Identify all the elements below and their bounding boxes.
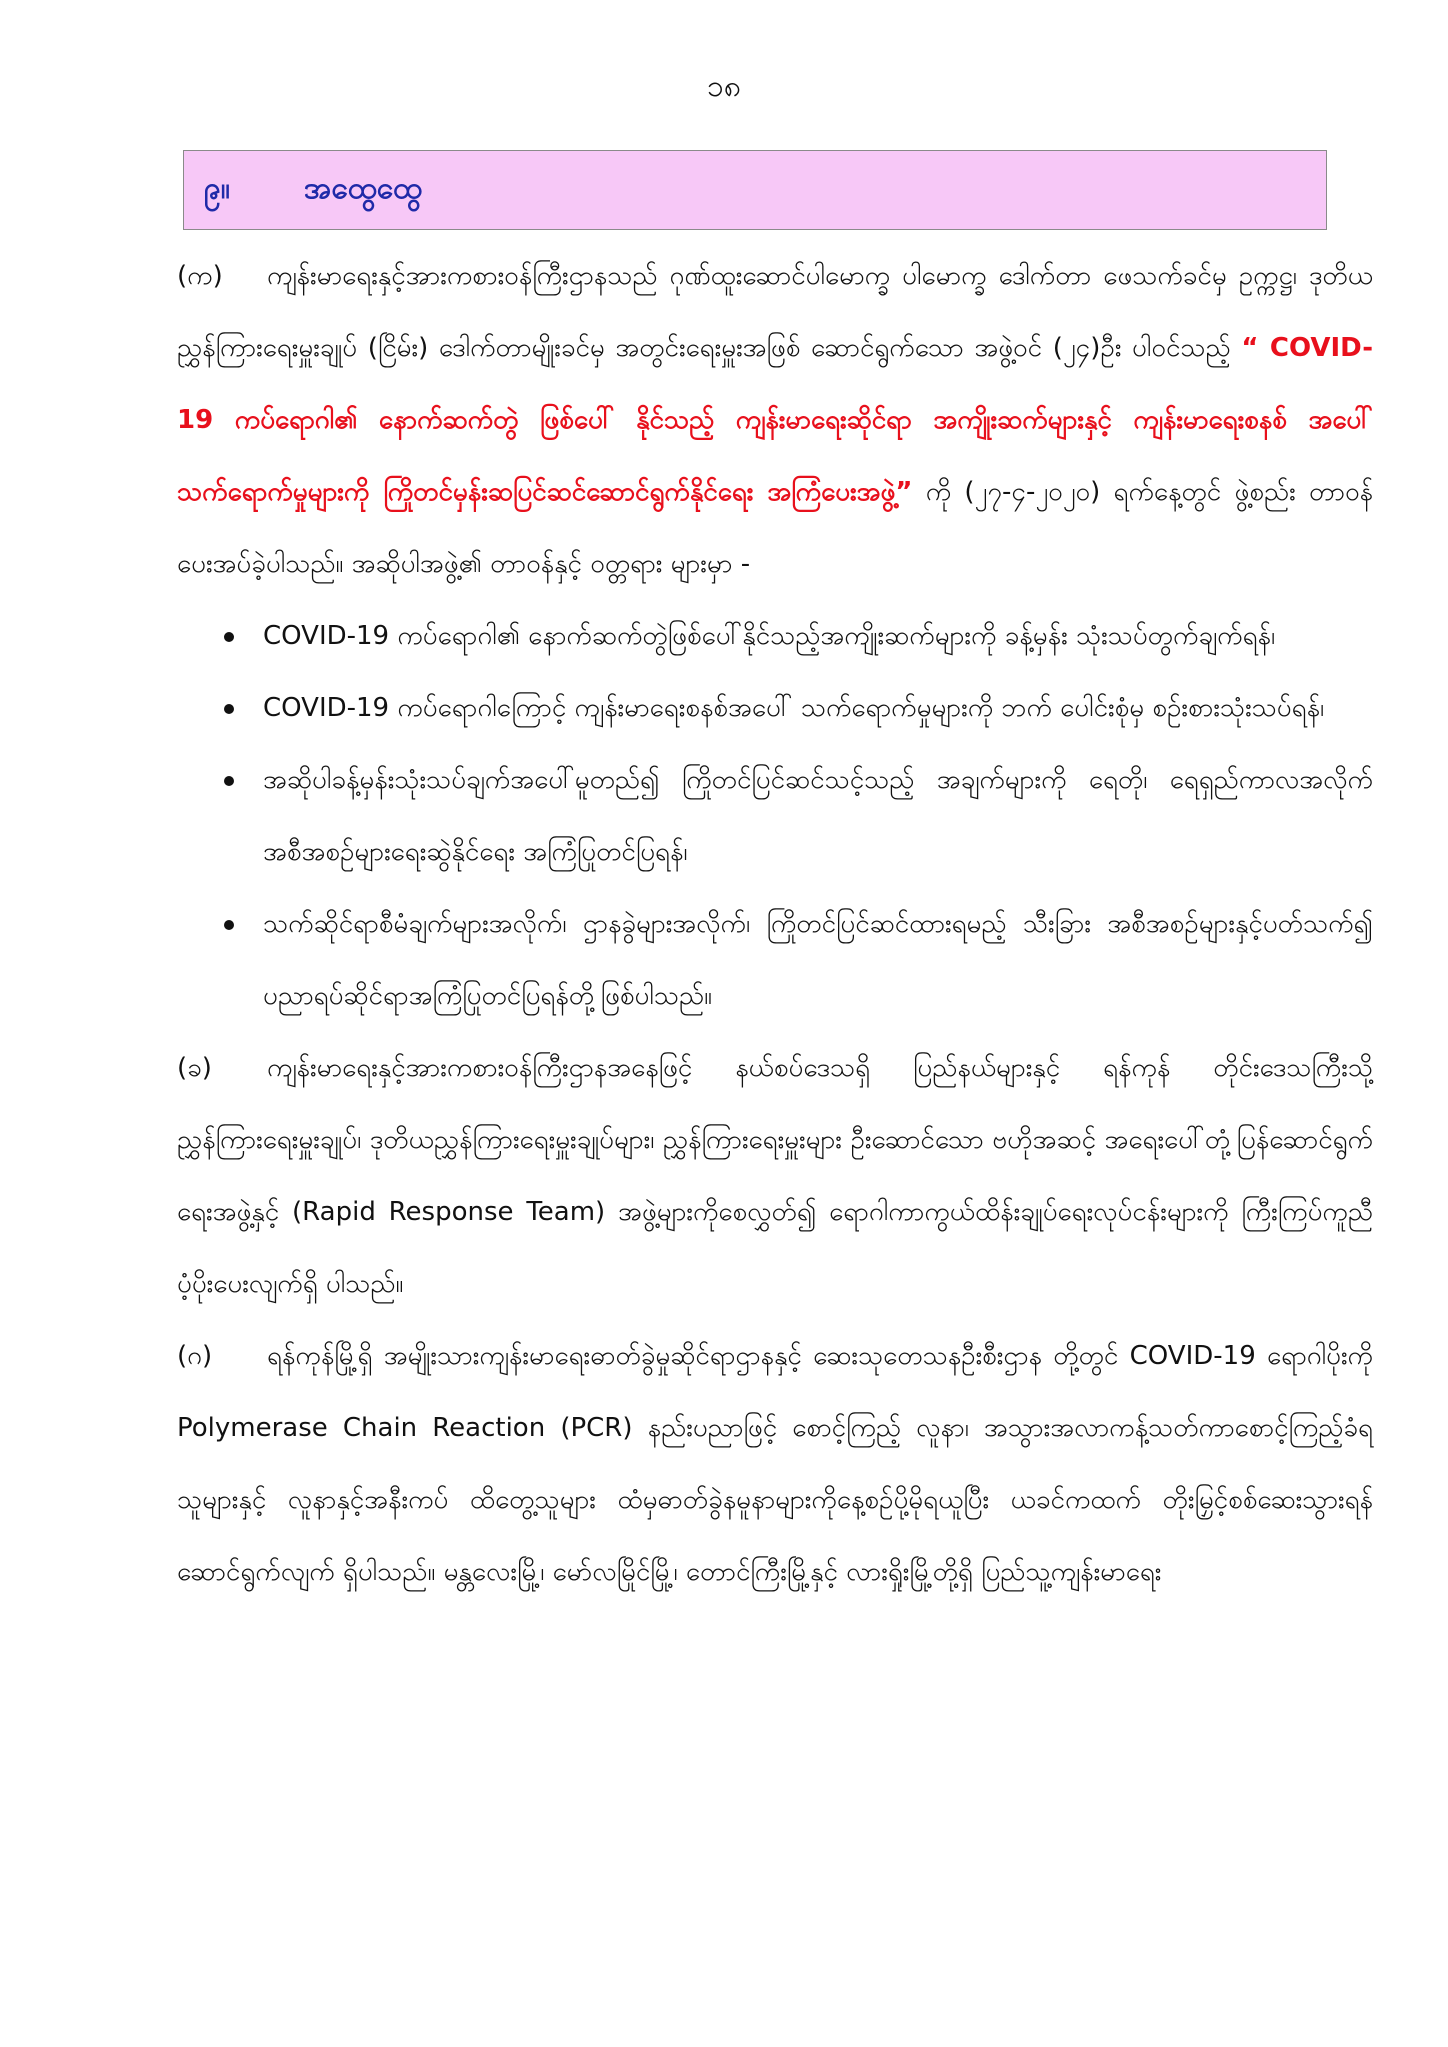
paragraph-marker: (ဂ) <box>177 1341 213 1371</box>
list-item-text: သက်ဆိုင်ရာစီမံချက်များအလိုက်၊ ဌာနခွဲများအလိုက်၊ ကြိုတင်ပြင်ဆင်ထားရမည့် သီးခြား အစီအစဉ်များနှင့်ပတ်သက်၍ ပညာရပ်ဆိုင်ရာအကြံပြုတင်ပြရန်တို့ဖြစ်ပါသည်။ <box>263 909 1373 1011</box>
paragraph-marker: (ခ) <box>177 1053 212 1083</box>
bullet-icon <box>224 632 234 642</box>
body-content <box>177 240 1373 1608</box>
paragraph-ga <box>177 1320 1373 1608</box>
list-item-text: COVID-19 ကပ်ရောဂါ၏ နောက်ဆက်တွဲဖြစ်ပေါ်နိုင်သည့်အကျိုးဆက်များကို ခန့်မှန်း သုံးသပ်တွက်ချက်ရန်၊ <box>263 621 1276 651</box>
paragraph-text: ရန်ကုန်မြို့ရှိ အမျိုးသားကျန်းမာရေးဓာတ်ခွဲမှုဆိုင်ရာဌာနနှင့် ဆေးသုတေသနဦးစီးဌာန တို့တွင် COVID-19 ရောဂါပိုးကို Polymerase Chain Reaction (PCR) နည်းပညာဖြင့် စောင့်ကြည့် လူနာ၊ အသွားအလာကန့်သတ်ကာစောင့်ကြည့်ခံရသူများနှင့် လူနာနှင့်အနီးကပ် ထိတွေ့သူများ ထံမှဓာတ်ခွဲနမူနာများကိုနေ့စဉ်ပို့မိုရယူပြီး ယခင်ကထက် တိုးမြှင့်စစ်ဆေးသွားရန် ဆောင်ရွက်လျက် ရှိပါသည်။ မန္တလေးမြို့၊ မော်လမြိုင်မြို့၊ တောင်ကြီးမြို့နှင့် လားရှိုးမြို့တို့ရှိ ပြည်သူ့ကျန်းမာရေး <box>177 1341 1373 1587</box>
section-number: ၉။ <box>204 170 230 206</box>
list-item-text: အဆိုပါခန့်မှန်းသုံးသပ်ချက်အပေါ်မူတည်၍ ကြိုတင်ပြင်ဆင်သင့်သည့် အချက်များကို ရေတို၊ ရေရှည်ကာလအလိုက် အစီအစဉ်များရေးဆွဲနိုင်ရေး အကြံပြုတင်ပြရန်၊ <box>263 765 1373 867</box>
paragraph-ka <box>177 240 1373 600</box>
paragraph-text: ကို (၂၇-၄-၂၀၂၀) ရက်နေ့တွင် ဖွဲ့စည်း တာဝန်ပေးအပ်ခဲ့ပါသည်။ အဆိုပါအဖွဲ့၏ တာဝန်နှင့် ဝတ္တရား များမှာ - <box>177 477 1374 579</box>
list-item <box>177 888 1373 1032</box>
list-item <box>177 672 1373 744</box>
paragraph-text: ကျန်းမာရေးနှင့်အားကစားဝန်ကြီးဌာနသည် ဂုဏ်ထူးဆောင်ပါမောက္ခ ပါမောက္ခ ဒေါက်တာ ဖေသက်ခင်မှ ဥက္ကဋ္ဌ၊ ဒုတိယညွှန်ကြားရေးမှူးချုပ် (ငြိမ်း) ဒေါက်တာမျိုးခင်မှ အတွင်းရေးမှူးအဖြစ် ဆောင်ရွက်သော အဖွဲ့ဝင် (၂၄)ဦး ပါဝင်သည့် <box>177 261 1373 363</box>
section-title: အထွေထွေ <box>304 170 423 206</box>
paragraph-text: ကျန်းမာရေးနှင့်အားကစားဝန်ကြီးဌာနအနေဖြင့် နယ်စပ်ဒေသရှိ ပြည်နယ်များနှင့် ရန်ကုန် တိုင်းဒေသကြီးသို့ ညွှန်ကြားရေးမှူးချုပ်၊ ဒုတိယညွှန်ကြားရေးမှူးချုပ်များ၊ ညွှန်ကြားရေးမှူးများ ဦးဆောင်သော ဗဟိုအဆင့် အရေးပေါ်တုံ့ပြန်ဆောင်ရွက်ရေးအဖွဲ့နှင့် (Rapid Response Team) အဖွဲ့များကိုစေလွှတ်၍ ရောဂါကာကွယ်ထိန်းချုပ်ရေးလုပ်ငန်းများကို ကြီးကြပ်ကူညီပံ့ပိုးပေးလျက်ရှိ ပါသည်။ <box>177 1053 1373 1299</box>
bullet-icon <box>224 776 234 786</box>
page-number: ၁၈ <box>706 69 741 104</box>
duties-list <box>177 600 1373 1032</box>
list-item-text: COVID-19 ကပ်ရောဂါကြောင့် ကျန်းမာရေးစနစ်အပေါ် သက်ရောက်မှုများကို ဘက် ပေါင်းစုံမှ စဉ်းစားသုံးသပ်ရန်၊ <box>263 693 1325 723</box>
paragraph-marker: (က) <box>177 261 223 291</box>
bullet-icon <box>224 704 234 714</box>
section-heading <box>183 150 1327 230</box>
paragraph-kha <box>177 1032 1373 1320</box>
list-item <box>177 600 1373 672</box>
bullet-icon <box>224 920 234 930</box>
highlighted-committee-name: “ COVID-19 ကပ်ရောဂါ၏ နောက်ဆက်တွဲ ဖြစ်ပေါ် နိုင်သည့် ကျန်းမာရေးဆိုင်ရာ အကျိုးဆက်များနှင့် ကျန်းမာရေးစနစ် အပေါ်သက်ရောက်မှုများကို ကြိုတင်မှန်းဆပြင်ဆင်ဆောင်ရွက်နိုင်ရေး အကြံပေးအဖွဲ့” <box>177 333 1374 507</box>
list-item <box>177 744 1373 888</box>
